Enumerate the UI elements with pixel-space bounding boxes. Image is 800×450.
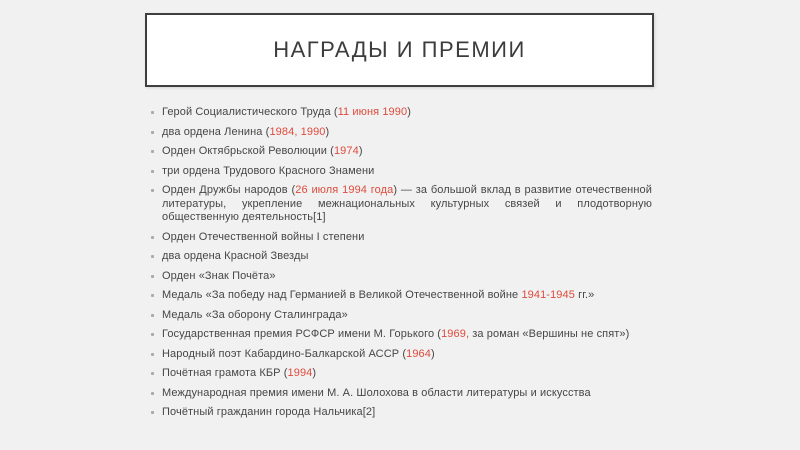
award-text: ) — за большой вклад в развитие отечественной литературы, укрепление межнациональных культурных связей и плодотворную общественную деятельность[1] — [162, 184, 652, 223]
award-date-highlight: 1984, 1990 — [269, 125, 326, 138]
award-item — [162, 348, 652, 362]
award-text: Народный поэт Кабардино-Балкарской АССР ( — [162, 347, 407, 360]
award-text: ) — [358, 145, 363, 157]
award-text: два ордена Красной Звезды — [162, 250, 309, 262]
award-item — [162, 231, 652, 245]
award-item — [162, 387, 652, 401]
award-item — [162, 250, 652, 264]
awards-list — [162, 106, 652, 426]
award-item — [162, 406, 652, 420]
award-item — [162, 367, 652, 381]
award-item — [162, 309, 652, 323]
award-date-highlight: 1964 — [406, 347, 431, 360]
award-text: Орден «Знак Почёта» — [162, 269, 276, 282]
award-text: Орден Октябрьской Революции ( — [162, 145, 334, 157]
award-text: за роман «Вершины не спят») — [469, 328, 630, 340]
award-text: три ордена Трудового Красного Знамени — [162, 164, 375, 177]
award-date-highlight: 11 июня 1990 — [337, 106, 408, 118]
award-text: Медаль «За победу над Германией в Великой Отечественной войне — [162, 289, 522, 301]
award-item — [162, 289, 652, 303]
award-item — [162, 126, 652, 140]
award-text: Почётная грамота КБР ( — [162, 367, 288, 379]
award-date-highlight: 26 июля 1994 года — [295, 184, 394, 196]
award-date-highlight: 1941-1945 — [521, 289, 575, 301]
award-text: Международная премия имени М. А. Шолохова в области литературы и искусства — [162, 386, 591, 399]
award-item — [162, 145, 652, 159]
award-date-highlight: 1974 — [333, 145, 359, 157]
award-text: Государственная премия РСФСР имени М. Горького ( — [162, 328, 442, 340]
award-date-highlight: 1969, — [441, 328, 470, 340]
slide-title: НАГРАДЫ И ПРЕМИИ — [273, 37, 526, 62]
award-text: Почётный гражданин города Нальчика[2] — [162, 406, 376, 418]
award-item — [162, 165, 652, 179]
award-text: ) — [407, 106, 411, 118]
award-text: Медаль «За оборону Сталинграда» — [162, 308, 348, 321]
award-item — [162, 328, 652, 342]
award-text: гг.» — [574, 289, 595, 301]
award-text: ) — [325, 125, 330, 138]
award-item — [162, 106, 652, 120]
award-text: ) — [430, 347, 435, 360]
award-text: Орден Дружбы народов ( — [162, 184, 296, 196]
slide-title-box — [145, 13, 654, 87]
award-item — [162, 270, 652, 284]
award-text: Орден Отечественной войны I степени — [162, 230, 365, 243]
award-text: Герой Социалистического Труда ( — [162, 106, 338, 118]
award-text: два ордена Ленина ( — [162, 125, 270, 138]
award-text: ) — [312, 367, 317, 379]
award-date-highlight: 1994 — [287, 367, 313, 379]
award-item — [162, 184, 652, 225]
